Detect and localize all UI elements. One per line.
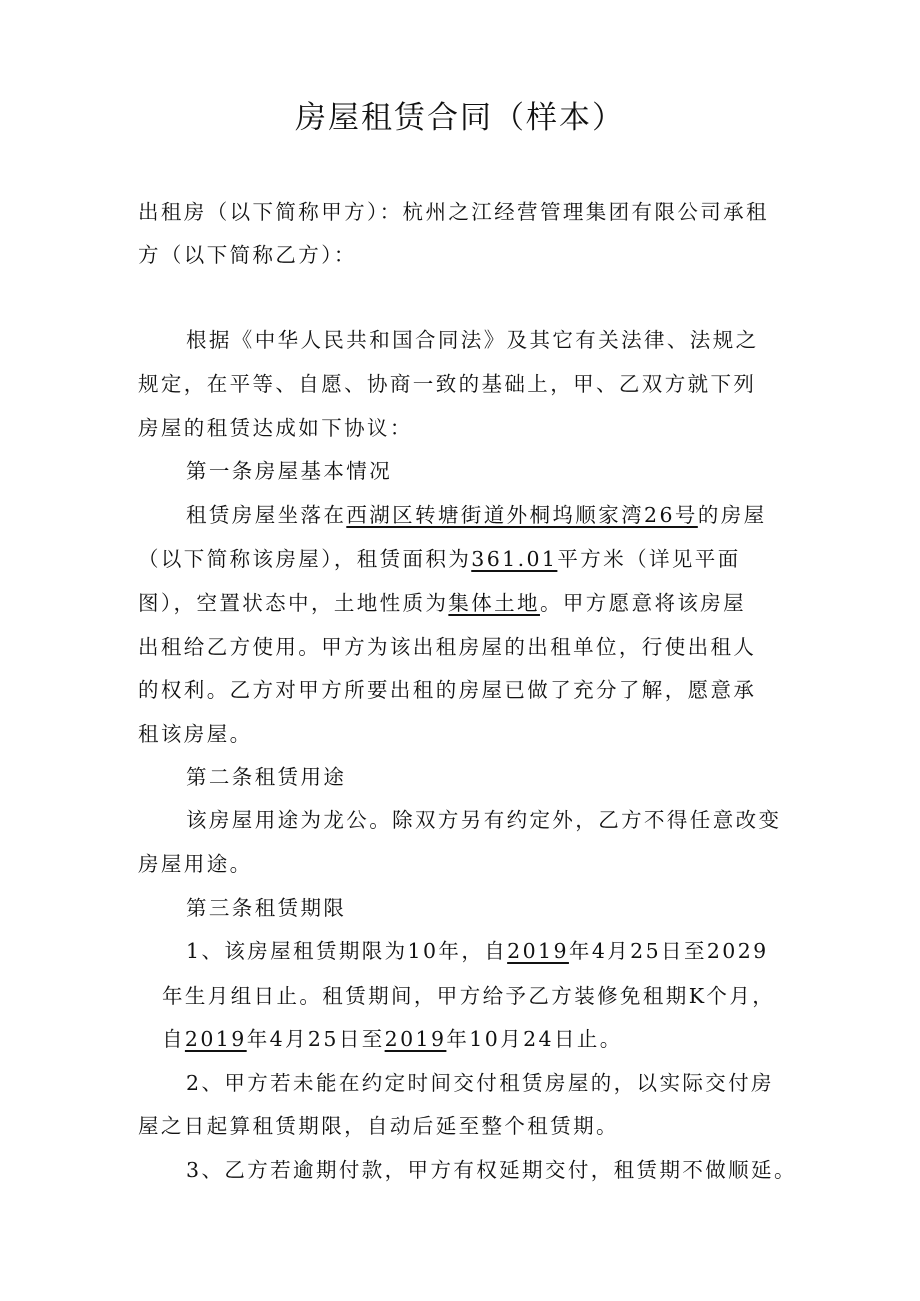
- rent-free-end-year: 2019: [384, 1027, 447, 1051]
- text: 自: [162, 1027, 185, 1051]
- article-3-item-1-line-3: [162, 1025, 623, 1053]
- article-1-line-2: [138, 545, 741, 573]
- article-1-line-6: 租该房屋。: [138, 722, 253, 746]
- document-title: 房屋租赁合同（样本）: [295, 100, 625, 136]
- party-line-1: 出租房（以下简称甲方）：杭州之江经营管理集团有限公司承租: [138, 200, 769, 224]
- text: 租赁房屋坐落在: [186, 503, 347, 527]
- text: 年10月24日止。: [446, 1027, 623, 1051]
- article-3-item-1-line-2: 年生月组日止。租赁期间，甲方给予乙方装修免租期K个月，: [162, 984, 776, 1008]
- rental-area: 361.01: [471, 547, 558, 571]
- rent-free-start-year: 2019: [184, 1027, 247, 1051]
- article-3-item-2-line-1: 2、甲方若未能在约定时间交付租赁房屋的，以实际交付房: [186, 1071, 774, 1095]
- article-1-line-3: [138, 589, 746, 617]
- article-2-heading: 第二条租赁用途: [186, 765, 347, 789]
- land-type: 集体土地: [448, 591, 540, 615]
- article-3-heading: 第三条租赁期限: [186, 896, 347, 920]
- party-line-2: 方（以下简称乙方）：: [138, 243, 357, 267]
- text: 平方米（详见平面: [557, 547, 741, 571]
- article-3-item-3-line-1: 3、乙方若逾期付款，甲方有权延期交付，租赁期不做顺延。: [186, 1158, 797, 1182]
- article-3-item-2-line-2: 屋之日起算租赁期限，自动后延至整个租赁期。: [138, 1114, 619, 1138]
- start-year: 2019: [507, 939, 569, 963]
- text: 年4月25日至2029: [568, 939, 769, 963]
- article-2-line-2: 房屋用途。: [138, 852, 253, 876]
- article-1-line-4: 出租给乙方使用。甲方为该出租房屋的出租单位，行使出租人: [138, 635, 757, 659]
- article-3-item-1-line-1: [186, 937, 769, 965]
- text: 1、该房屋租赁期限为10年，自: [186, 939, 508, 963]
- property-address: 西湖区转塘街道外桐坞顺家湾26号: [346, 503, 698, 527]
- preamble-line-2: 规定，在平等、自愿、协商一致的基础上，甲、乙双方就下列: [138, 372, 757, 396]
- article-1-heading: 第一条房屋基本情况: [186, 459, 393, 483]
- article-1-line-5: 的权利。乙方对甲方所要出租的房屋已做了充分了解，愿意承: [138, 678, 757, 702]
- preamble-line-1: 根据《中华人民共和国合同法》及其它有关法律、法规之: [186, 328, 759, 352]
- text: 。甲方愿意将该房屋: [539, 591, 747, 615]
- text: 的房屋: [697, 503, 767, 527]
- text: （以下简称该房屋），租赁面积为: [138, 547, 472, 571]
- text: 图），空置状态中，土地性质为: [138, 591, 449, 615]
- article-2-line-1: 该房屋用途为龙公。除双方另有约定外，乙方不得任意改变: [186, 808, 782, 832]
- preamble-line-3: 房屋的租赁达成如下协议：: [138, 416, 413, 440]
- article-1-line-1: [186, 501, 767, 529]
- text: 年4月25日至: [246, 1027, 385, 1051]
